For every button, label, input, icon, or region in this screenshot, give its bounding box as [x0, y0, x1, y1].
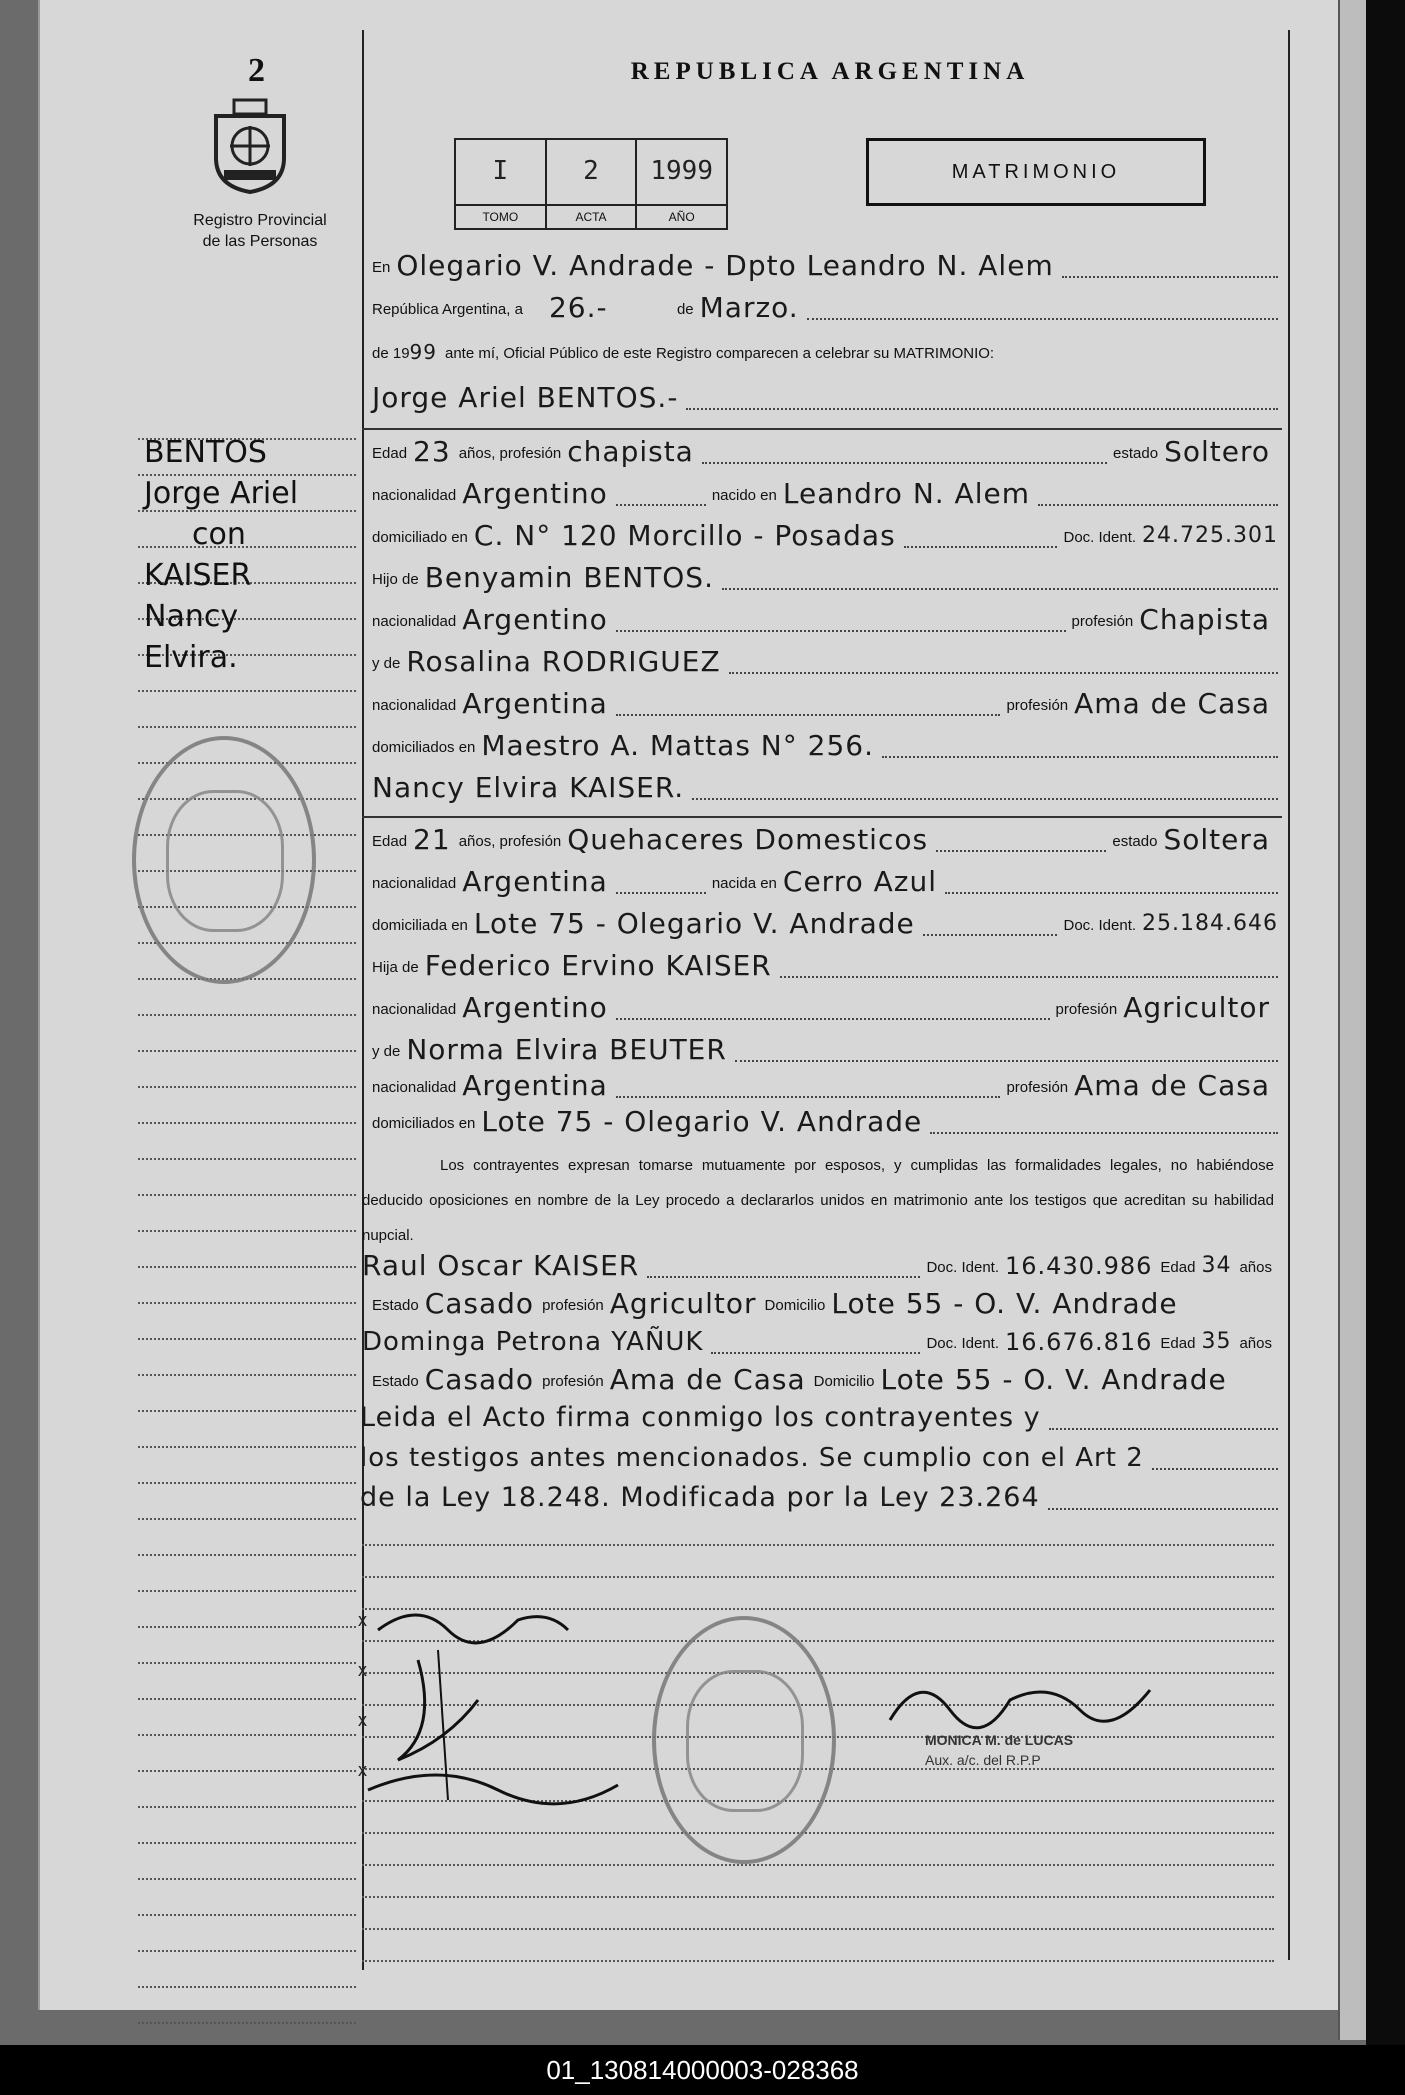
witness2-line: Dominga Petrona YAÑUK Doc. Ident. 16.676.816 Edad 35 años — [362, 1327, 1272, 1357]
svg-text:x: x — [358, 1710, 367, 1730]
year-line: de 19 99 ante mí, Oficial Público de este Registro comparecen a celebrar su MATRIMONIO: — [372, 340, 995, 364]
provincial-seal-icon — [208, 96, 292, 194]
date-line: República Argentina, a 26.- de Marzo. — [372, 292, 1278, 324]
bride-name-line: Nancy Elvira KAISER. — [372, 772, 1278, 804]
bride-father-line: Hija de Federico Ervino KAISER — [372, 950, 1278, 982]
bride-domicile-line: domiciliada en Lote 75 - Olegario V. Andrade Doc. Ident. 25.184.646 — [372, 907, 1278, 940]
ano-cell: 1999 AÑO — [637, 140, 726, 228]
witness1-line: Raul Oscar KAISER Doc. Ident. 16.430.986 Edad 34 años — [362, 1249, 1272, 1282]
bride-mother-nat-line: nacionalidad Argentina profesión Ama de Casa — [372, 1069, 1270, 1102]
groom-father-nat-line: nacionalidad Argentino profesión Chapista — [372, 603, 1270, 636]
svg-text:x: x — [358, 1760, 367, 1780]
act-type-box: MATRIMONIO — [866, 138, 1206, 206]
registry-name: Registro Provincial de las Personas — [193, 212, 327, 250]
closing-line-1: Leida el Acto firma conmigo los contrayentes y — [360, 1402, 1278, 1434]
official-signature-icon — [880, 1660, 1160, 1740]
svg-text:x: x — [358, 1610, 367, 1630]
witness2-details-line: Estado Casado profesión Ama de Casa Domicilio Lote 55 - O. V. Andrade — [372, 1363, 1227, 1396]
formal-declaration: Los contrayentes expresan tomarse mutuamente por esposos, y cumplidas las formalidades legales, no habiéndose deducido oposiciones en nombre de la Ley procedo a declararlos unidos en matrimonio ante los testigos que acreditan su habilidad nupcial. — [362, 1157, 1274, 1244]
tomo-cell: I TOMO — [456, 140, 547, 228]
groom-name-line: Jorge Ariel BENTOS.- — [372, 382, 1278, 414]
groom-parents-domicile-line: domiciliados en Maestro A. Mattas N° 256. — [372, 730, 1278, 762]
registry-stamp-margin — [132, 736, 316, 984]
page-edge — [1338, 0, 1368, 2040]
right-border — [1288, 30, 1290, 1960]
bride-father-nat-line: nacionalidad Argentino profesión Agricultor — [372, 991, 1270, 1024]
section-divider — [362, 428, 1282, 430]
margin-note: BENTOS Jorge Ariel con KAISER Nancy Elvira. — [144, 435, 299, 675]
closing-line-3: de la Ley 18.248. Modificada por la Ley 23.264 — [360, 1482, 1278, 1514]
groom-age-line: Edad 23 años, profesión chapista estado Soltero — [372, 435, 1270, 468]
place-line: En Olegario V. Andrade - Dpto Leandro N. Alem — [372, 250, 1278, 282]
acta-cell: 2 ACTA — [547, 140, 638, 228]
bride-parents-domicile-line: domiciliados en Lote 75 - Olegario V. Andrade — [372, 1106, 1278, 1138]
bride-mother-line: y de Norma Elvira BEUTER — [372, 1034, 1278, 1066]
signatures-icon — [358, 1590, 658, 1820]
witness1-details-line: Estado Casado profesión Agricultor Domicilio Lote 55 - O. V. Andrade — [372, 1287, 1178, 1320]
closing-line-2: los testigos antes mencionados. Se cumplio con el Art 2 — [360, 1442, 1278, 1474]
groom-father-line: Hijo de Benyamin BENTOS. — [372, 562, 1278, 594]
svg-text:x: x — [358, 1660, 367, 1680]
footer-id: 01_130814000003-028368 — [0, 2045, 1405, 2095]
reference-table — [454, 138, 728, 230]
scan-border — [1366, 0, 1405, 2045]
official-stamp: MONICA M. de LUCAS Aux. a/c. del R.P.P — [925, 1732, 1074, 1768]
page-number: 2 — [248, 52, 265, 89]
groom-nationality-line: nacionalidad Argentino nacido en Leandro N. Alem — [372, 478, 1278, 510]
section-divider — [362, 816, 1282, 818]
country-title: REPUBLICA ARGENTINA — [630, 58, 1030, 85]
registry-stamp-signature — [652, 1616, 836, 1864]
bride-age-line: Edad 21 años, profesión Quehaceres Domesticos estado Soltera — [372, 823, 1270, 856]
bride-nationality-line: nacionalidad Argentina nacida en Cerro Azul — [372, 866, 1278, 898]
groom-domicile-line: domiciliado en C. N° 120 Morcillo - Posadas Doc. Ident. 24.725.301 — [372, 519, 1278, 552]
groom-mother-nat-line: nacionalidad Argentina profesión Ama de Casa — [372, 687, 1270, 720]
groom-mother-line: y de Rosalina RODRIGUEZ — [372, 646, 1278, 678]
